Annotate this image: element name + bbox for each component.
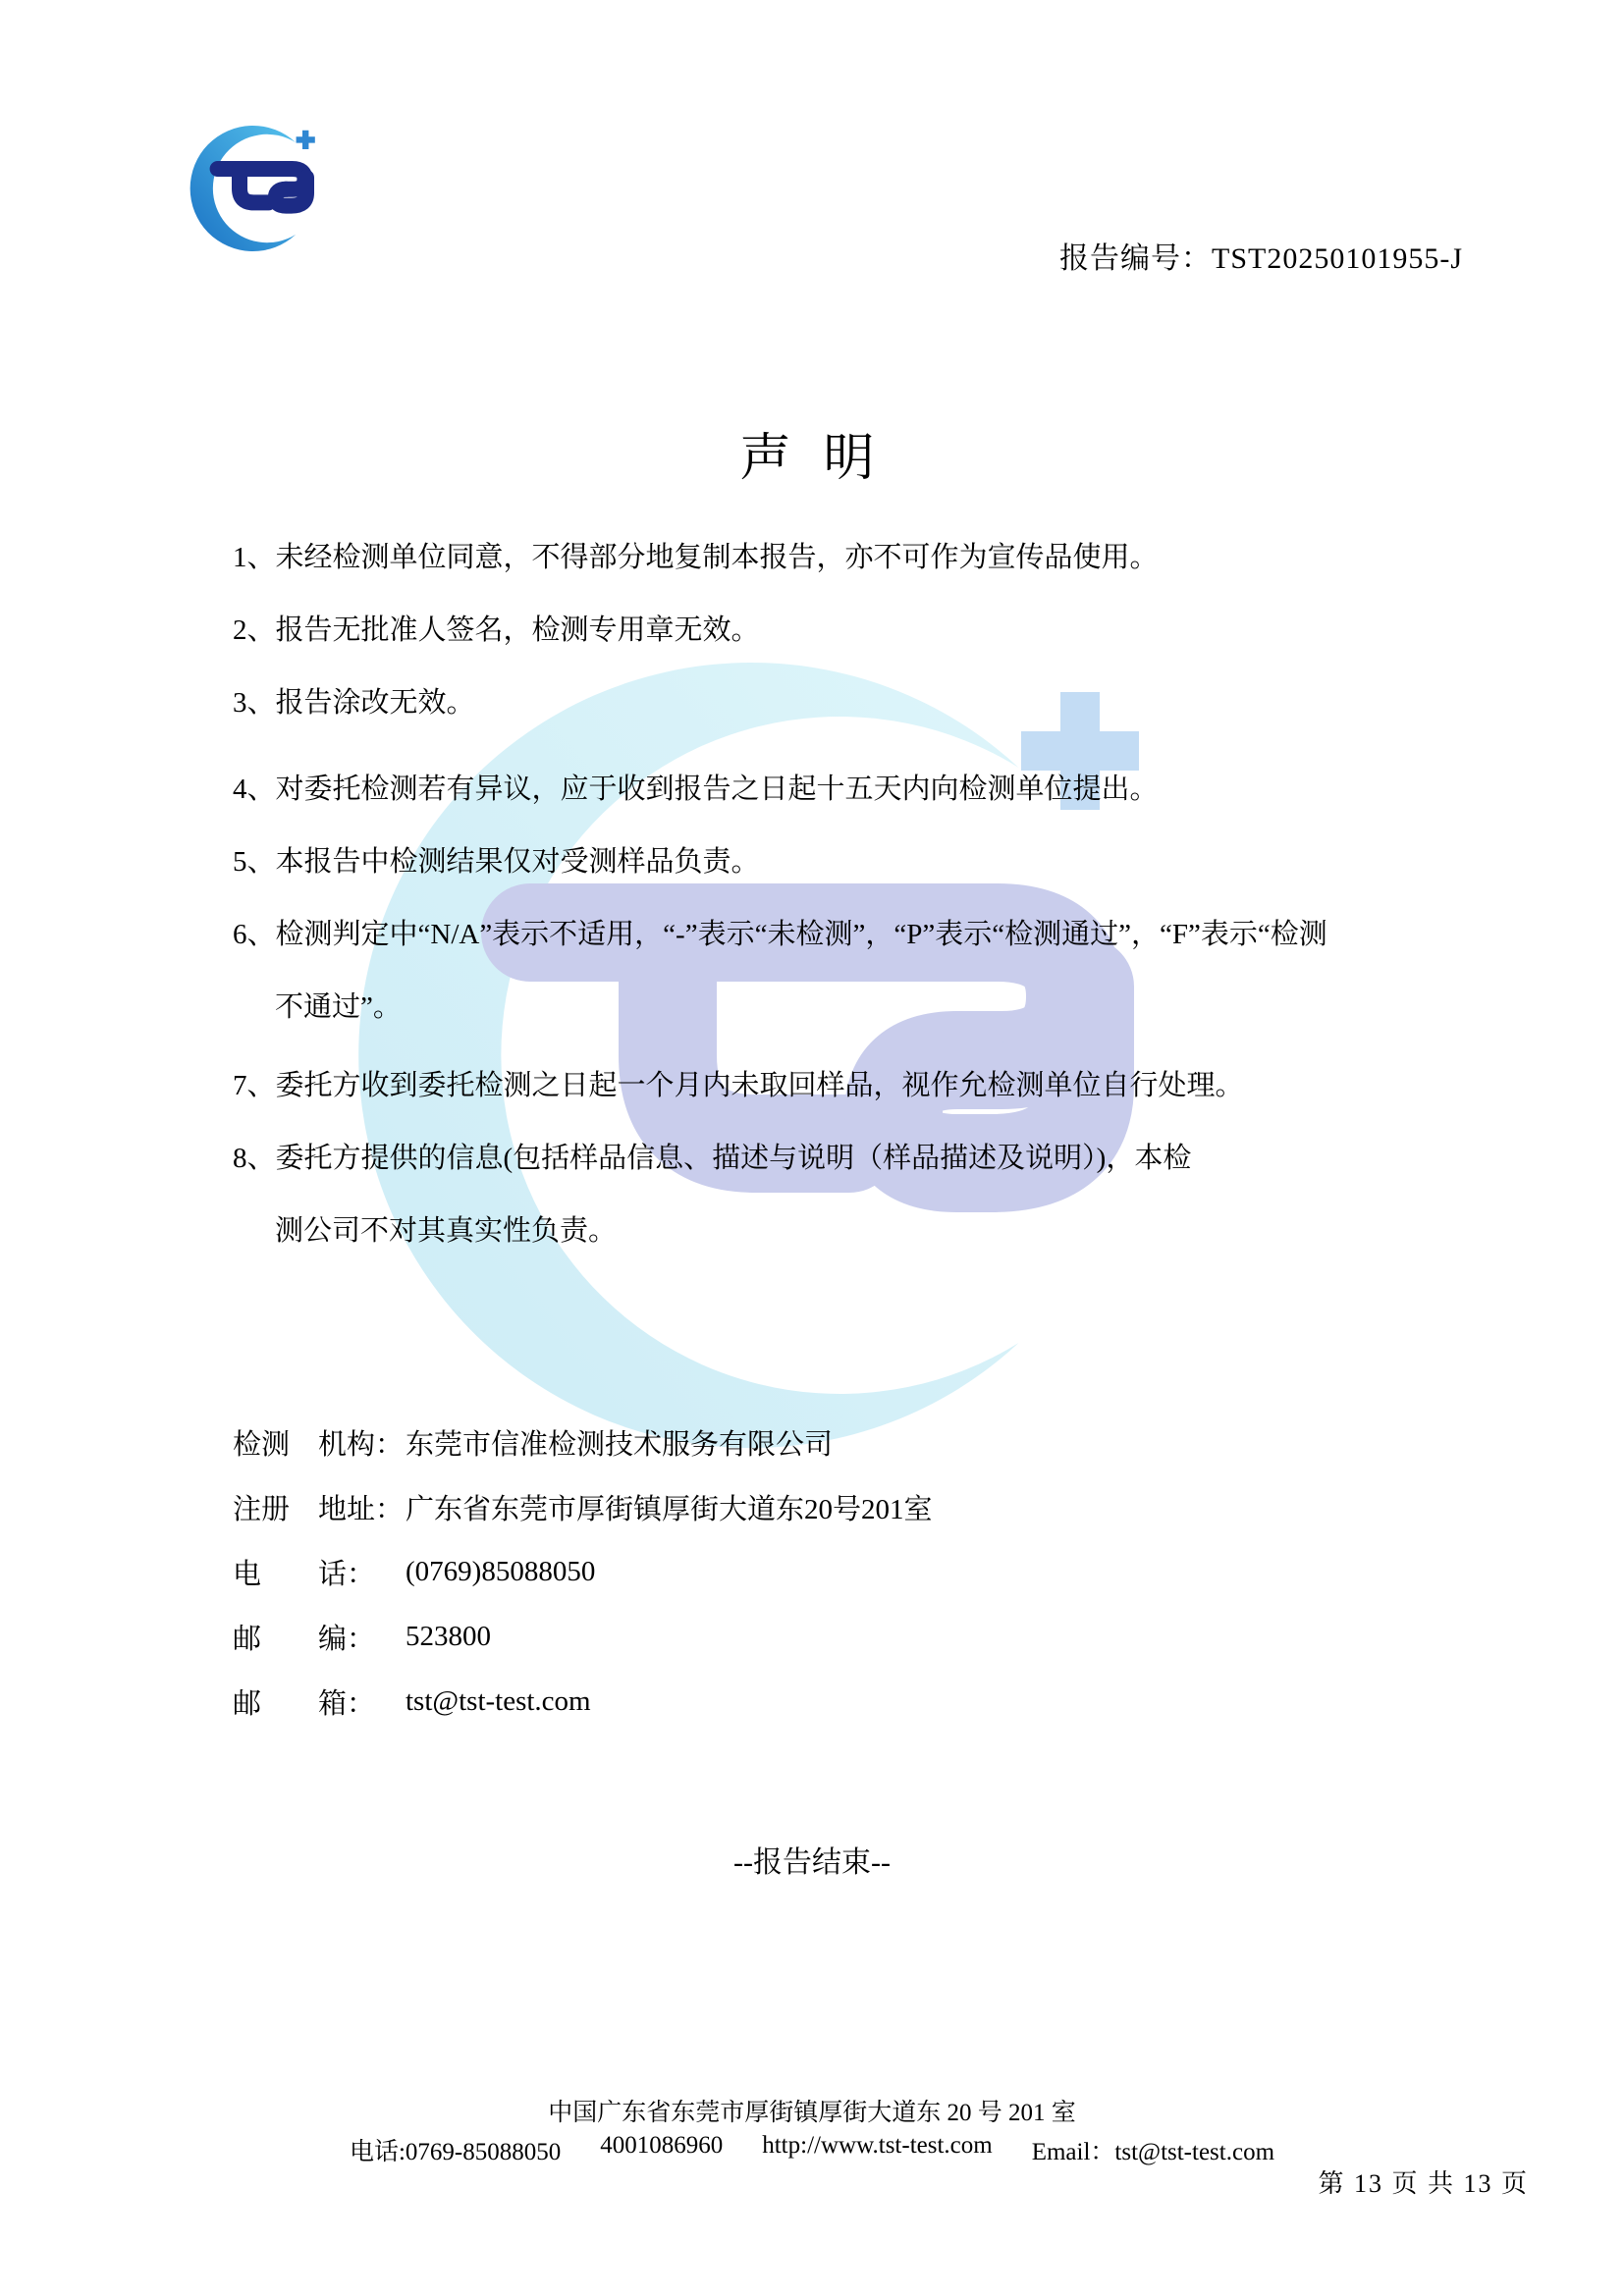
company-logo [177,110,334,267]
statement-list [233,521,1421,1267]
contact-label: 检测 机构： [233,1428,405,1461]
contact-value: (0769)85088050 [406,1555,596,1587]
contact-label: 电 话： [233,1558,376,1590]
statement-line: 4、对委托检测若有异议，应于收到报告之日起十五天内向检测单位提出。 [233,774,1159,805]
footer-phone: 电话:0769-85088050 [349,2139,562,2165]
statement-line: 2、报告无批准人签名，检测专用章无效。 [233,614,760,646]
footer-address: 中国广东省东莞市厚街镇厚街大道东 20 号 201 室 [548,2100,1076,2126]
statement-line: 8、委托方提供的信息(包括样品信息、描述与说明（样品描述及说明）)，本检 [233,1143,1192,1174]
contact-value: 广东省东莞市厚街镇厚街大道东20号201室 [406,1493,933,1525]
statement-item-2 [233,594,1421,667]
contact-label: 邮 编： [233,1623,376,1655]
report-number [1059,234,1463,277]
statement-item-5 [233,826,1421,898]
page-title: 声 明 [739,431,885,487]
contact-label: 邮 箱： [233,1687,376,1720]
report-number-label: 报告编号： [1059,242,1212,275]
contact-row-agency [233,1410,1411,1474]
statement-line: 3、报告涂改无效。 [233,687,475,719]
end-of-report-marker: --报告结束-- [733,1846,891,1879]
contact-row-email [233,1669,1411,1734]
contact-value: 东莞市信准检测技术服务有限公司 [406,1428,834,1461]
statement-line: 5、本报告中检测结果仅对受测样品负责。 [233,846,760,878]
logo-plus-icon [297,131,315,149]
statement-item-4 [233,753,1421,826]
statement-line: 6、检测判定中“N/A”表示不适用，“-”表示“未检测”，“P”表示“检测通过”，“F”表示“检测 [233,919,1327,950]
statement-item-8 [233,1122,1421,1267]
page-number: 第 13 页 共 13 页 [1318,2169,1529,2198]
logo-letters-shape [218,169,306,206]
statement-item-1 [233,521,1421,594]
footer-contact-line [0,2132,1624,2167]
statement-item-3 [233,667,1421,739]
contact-row-phone [233,1539,1411,1604]
contact-row-address [233,1474,1411,1539]
statement-line-continuation: 不通过”。 [275,991,402,1023]
statement-item-7 [233,1049,1421,1122]
contact-value: tst@tst-test.com [406,1684,591,1717]
statement-item-6 [233,898,1421,1043]
footer-email: Email：tst@tst-test.com [1031,2139,1275,2165]
statement-line: 1、未经检测单位同意，不得部分地复制本报告，亦不可作为宣传品使用。 [233,542,1159,573]
report-number-value: TST20250101955-J [1212,242,1463,275]
contact-label: 注册 地址： [233,1493,405,1525]
statement-line-continuation: 测公司不对其真实性负责。 [275,1215,618,1247]
contact-row-zipcode [233,1604,1411,1669]
statement-line: 7、委托方收到委托检测之日起一个月内未取回样品，视作允检测单位自行处理。 [233,1070,1244,1101]
footer-hotline: 4001086960 [600,2132,724,2159]
contact-value: 523800 [406,1620,491,1652]
contact-info [233,1410,1411,1734]
footer-website: http://www.tst-test.com [762,2132,993,2159]
